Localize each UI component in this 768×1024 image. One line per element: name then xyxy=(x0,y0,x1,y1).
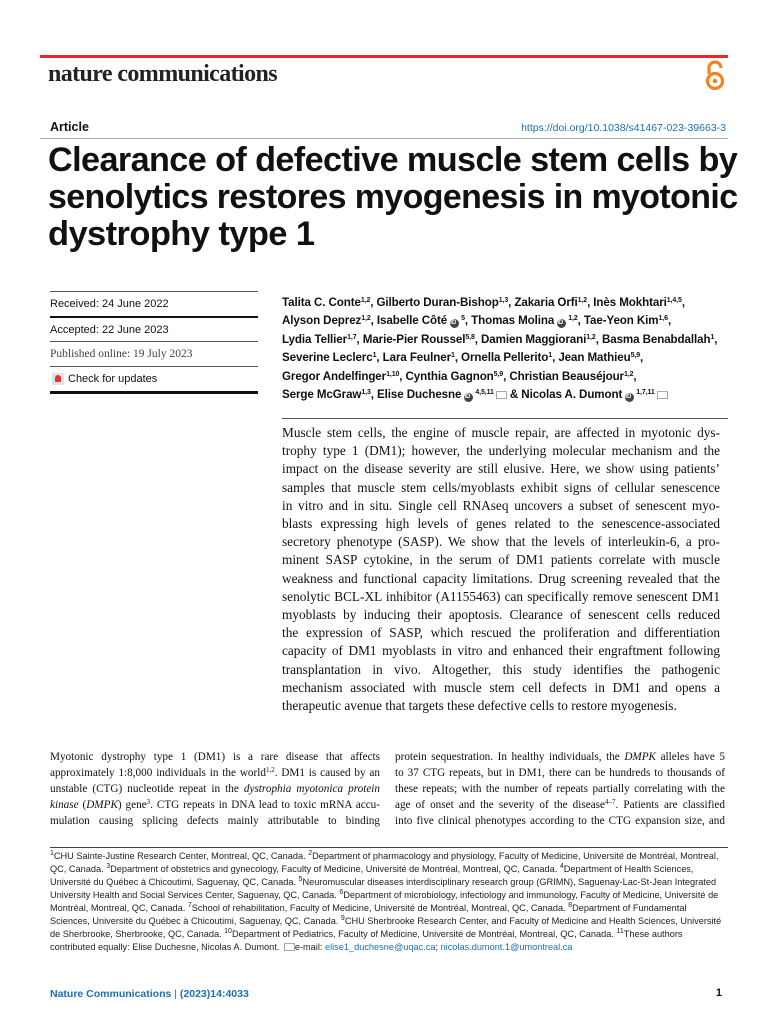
text-segment: alleles have 5 xyxy=(656,751,726,763)
abstract-line: minent SASP cytokine, in the serum of DM1 patients correlate with muscle xyxy=(282,552,720,568)
text-segment: , Cynthia Gagnon xyxy=(399,369,494,383)
text-line xyxy=(395,781,725,797)
text-segment: . Patients are classified xyxy=(615,799,725,811)
superscript: 9 xyxy=(340,915,345,922)
abstract-line: therapeutic avenue that targets these defective cells to restore myogenesis. xyxy=(282,698,677,714)
superscript: 7 xyxy=(187,902,192,909)
text-segment: , Basma Benabdallah xyxy=(595,332,711,346)
text-line xyxy=(395,749,725,765)
superscript: 1,2 xyxy=(566,315,578,323)
superscript: 1 xyxy=(372,352,377,360)
text-segment: CHU Sainte-Justine Research Center, Montreal, QC, Canada. xyxy=(53,851,309,861)
text-segment: , Damien Maggiorani xyxy=(474,332,587,346)
text-segment: Alyson Deprez xyxy=(282,314,362,328)
text-segment: , Ornella Pellerito xyxy=(454,351,549,365)
text-line xyxy=(282,312,728,330)
text-segment: , xyxy=(681,296,685,309)
orcid-icon[interactable]: iD xyxy=(464,393,473,402)
divider xyxy=(50,391,258,394)
superscript: 5,8 xyxy=(465,333,475,341)
text-line xyxy=(395,797,725,813)
text-line xyxy=(395,765,725,781)
text-segment: , Thomas Molina xyxy=(464,314,558,328)
text-line xyxy=(395,813,725,829)
text-segment: Talita C. Conte xyxy=(282,296,361,309)
text-segment: into five clinical phenotypes according to the CTG expansion size, and xyxy=(395,815,725,827)
text-segment: , xyxy=(714,332,718,346)
text-segment: ; xyxy=(435,942,441,952)
superscript: 1 xyxy=(710,333,715,341)
text-segment: age of onset and the severity of the disease xyxy=(395,799,605,811)
superscript: 1,2 xyxy=(265,766,275,774)
author-list xyxy=(282,294,728,404)
superscript: 5 xyxy=(298,876,303,883)
text-segment: Department of pharmacology and physiology, Faculty of Medicine, Université de Montréal, Montreal, QC, Canada. xyxy=(50,851,719,874)
text-segment: these repeats; with the number of repeats partially correlating with the xyxy=(395,783,725,795)
orcid-icon[interactable]: iD xyxy=(625,393,634,402)
text-segment: ( xyxy=(78,799,87,811)
superscript: 1,6 xyxy=(658,315,668,323)
text-segment: , Christian Beauséjour xyxy=(503,369,624,383)
italic-text: dystrophia myotonica protein xyxy=(243,783,380,795)
text-segment: ) gene xyxy=(117,799,147,811)
footer-journal: Nature Communications xyxy=(50,988,172,1000)
text-segment: , xyxy=(640,351,644,365)
abstract-line: Muscle stem cells, the engine of muscle repair, are affected in myotonic dys- xyxy=(282,425,720,440)
received-date: Received: 24 June 2022 xyxy=(50,291,258,316)
affiliations-footnote xyxy=(50,850,722,954)
text-segment: Lydia Tellier xyxy=(282,332,348,346)
text-segment: , Inès Mokhtari xyxy=(587,296,667,309)
email-icon[interactable] xyxy=(496,391,507,399)
superscript: 3 xyxy=(106,863,111,870)
text-segment: & Nicolas A. Dumont xyxy=(506,388,626,402)
superscript: 1 xyxy=(50,850,54,857)
abstract xyxy=(282,424,720,715)
text-segment: Department of microbiology, infectiology and immunology, Faculty of Medicine, Université de Montréal, Montreal, QC, Canada. xyxy=(50,890,719,913)
superscript: 5,9 xyxy=(630,352,641,360)
text-segment: School of rehabilitation, Faculty of Medicine, Université de Montréal, Montreal, QC, Canada. xyxy=(191,903,569,913)
superscript: 4–7 xyxy=(604,798,616,806)
text-segment: , xyxy=(667,314,672,328)
italic-text: kinase xyxy=(50,799,79,811)
text-line xyxy=(50,797,380,813)
divider xyxy=(50,847,728,848)
check-updates-icon xyxy=(52,373,64,385)
text-segment: Severine Leclerc xyxy=(282,351,373,365)
text-line xyxy=(282,349,728,367)
text-segment: mulation causing splicing defects mainly attributable to binding xyxy=(50,815,380,827)
text-segment: Gregor Andelfinger xyxy=(282,369,387,383)
text-segment: Serge McGraw xyxy=(282,388,362,402)
body-column-right xyxy=(395,749,725,829)
text-line xyxy=(50,749,380,765)
text-segment: , Isabelle Côté xyxy=(370,314,451,328)
text-segment: e-mail: xyxy=(294,942,325,952)
text-segment: These authors contributed equally: Elise Duchesne, Nicolas A. Dumont. xyxy=(50,929,683,952)
journal-name: nature communications xyxy=(48,61,277,87)
italic-text: DMPK xyxy=(624,751,657,763)
check-updates-label: Check for updates xyxy=(68,373,158,385)
text-segment: approximately 1:8,000 individuals in the world xyxy=(50,767,266,779)
text-segment: . CTG repeats in DNA lead to toxic mRNA accu- xyxy=(150,799,380,811)
divider xyxy=(40,138,728,139)
text-segment: Neuromuscular diseases interdisciplinary research group (GRIMN), Saguenay-Lac-St-Jean Integrated University Health and Social Services Center, Saguenay, QC, Canada. xyxy=(50,877,717,900)
article-title xyxy=(48,142,738,253)
superscript: 10 xyxy=(224,928,232,935)
superscript: 1,4,5 xyxy=(666,297,682,304)
header-accent-rule xyxy=(40,55,728,58)
abstract-line: trophy type 1 (DM1); however, the underlying molecular mechanism and the xyxy=(282,443,720,459)
text-segment: , Jean Mathieu xyxy=(552,351,631,365)
text-segment: Department of Health Sciences, Université du Québec à Chicoutimi, Saguenay, QC, Canada. xyxy=(50,864,694,887)
text-line xyxy=(50,781,380,797)
abstract-line: myoblasts by inducing their apoptosis. Clearance of senescent cells reduced xyxy=(282,607,720,623)
email-link[interactable]: elise1_duchesne@uqac.ca xyxy=(324,942,436,952)
superscript: 4,5,11 xyxy=(473,389,494,397)
email-link[interactable]: nicolas.dumont.1@umontreal.ca xyxy=(440,942,573,952)
title-line: senolytics restores myogenesis in myotonic xyxy=(48,178,738,216)
text-segment: Department of obstetrics and gynecology, Faculty of Medicine, Université de Montréal, Montreal, QC, Canada. xyxy=(110,864,560,874)
abstract-line: secretory phenotype (SASP). We show that the levels of interleukin-6, a pro- xyxy=(282,534,720,550)
superscript: 1,7 xyxy=(347,333,357,341)
text-segment: , xyxy=(633,369,637,383)
superscript: 1,2 xyxy=(586,333,596,341)
abstract-line: the expression of SASP, which rescued the proliferation and differentiation xyxy=(282,625,720,641)
abstract-line: senolytic BCL-XL inhibitor (A1155463) can specifically remove senescent DM1 xyxy=(282,588,720,604)
superscript: 5 xyxy=(459,315,465,323)
superscript: 5,9 xyxy=(493,370,504,378)
text-segment: . DM1 is caused by an xyxy=(274,767,380,779)
text-line xyxy=(282,331,728,349)
text-segment: Myotonic dystrophy type 1 (DM1) is a rare disease that affects xyxy=(50,751,380,763)
text-segment: , Zakaria Orfi xyxy=(508,296,578,309)
text-segment: , Elise Duchesne xyxy=(370,388,465,402)
abstract-line: weakness and functional capacity limitations. Drug screening revealed that the xyxy=(282,570,720,586)
footer-citation: Nature Communications | (2023)14:4033 xyxy=(50,988,249,1000)
superscript: 1,2 xyxy=(361,315,371,323)
text-segment: , Marie-Pier Roussel xyxy=(356,332,466,346)
abstract-line: in vitro and in situ. Single cell RNAseq uncovers a subset of senescent myo- xyxy=(282,497,720,513)
superscript: 8 xyxy=(568,902,573,909)
footer-volume: (2023)14:4033 xyxy=(179,988,249,1000)
superscript: 4 xyxy=(559,863,564,870)
abstract-line: blasts expressing high levels of genes related to the senescence-associated xyxy=(282,516,720,532)
email-icon[interactable] xyxy=(657,391,668,399)
superscript: 6 xyxy=(339,889,344,896)
divider xyxy=(282,418,728,419)
abstract-line: transplantation in vivo. Altogether, this study identifies the pathogenic xyxy=(282,661,720,677)
superscript: 1,7,11 xyxy=(634,389,655,397)
text-line xyxy=(50,813,380,829)
title-line: dystrophy type 1 xyxy=(48,215,315,253)
text-segment: to 37 CTG repeats, but in DM1, there can be hundreds to thousands of xyxy=(395,767,725,779)
doi-link[interactable]: https://doi.org/10.1038/s41467-023-39663-3 xyxy=(521,122,726,134)
orcid-icon[interactable]: iD xyxy=(450,319,459,328)
superscript: 1,2 xyxy=(623,370,634,378)
text-segment: protein sequestration. In healthy individuals, the xyxy=(395,751,625,763)
superscript: 11 xyxy=(616,928,624,935)
text-line xyxy=(282,368,728,386)
superscript: 1,10 xyxy=(386,370,400,378)
superscript: 1,2 xyxy=(360,297,371,304)
article-type: Article xyxy=(50,120,89,134)
text-line xyxy=(50,765,380,781)
superscript: 1 xyxy=(451,352,455,360)
text-segment: unstable (CTG) nucleotide repeat in the xyxy=(50,783,244,795)
text-segment: , Tae-Yeon Kim xyxy=(577,314,659,328)
orcid-icon[interactable]: iD xyxy=(557,319,566,328)
abstract-line: impact on the disease severity are still elusive. Here, we show using patients’ xyxy=(282,461,720,477)
text-segment: Department of Fundamental Sciences, Université du Québec à Chicoutimi, Saguenay, QC, Canada. xyxy=(50,903,687,926)
text-segment: Department of Pediatrics, Faculty of Medicine, Université de Montréal, Montreal, QC, Canada. xyxy=(231,929,617,939)
abstract-line: mechanism associated with muscle stem cell defects in DM1 and opens a xyxy=(282,679,720,695)
text-segment: CHU Sherbrooke Research Center, and Faculty of Medicine and Health Sciences, Université de Sherbrooke, Sherbrooke, QC, Canada. xyxy=(50,916,722,939)
body-column-left xyxy=(50,749,380,829)
text-line xyxy=(282,386,728,404)
text-segment: , Gilberto Duran-Bishop xyxy=(370,296,499,309)
superscript: 2 xyxy=(308,850,313,857)
text-line xyxy=(282,294,728,312)
email-icon[interactable] xyxy=(284,943,295,951)
open-access-lock-icon xyxy=(703,60,727,92)
check-for-updates-button[interactable] xyxy=(50,366,258,391)
abstract-line: samples that muscle stem cells/myoblasts exhibit signs of cellular senescence xyxy=(282,479,720,495)
abstract-line: capacity of DM1 myoblasts in vitro and enhanced their engraftment following xyxy=(282,643,720,659)
superscript: 3 xyxy=(146,798,151,806)
article-dates xyxy=(50,291,258,394)
published-date: Published online: 19 July 2023 xyxy=(50,341,258,366)
accepted-date: Accepted: 22 June 2023 xyxy=(50,316,258,341)
italic-text: DMPK xyxy=(86,799,118,811)
superscript: 1,2 xyxy=(577,297,588,304)
title-line: Clearance of defective muscle stem cells by xyxy=(48,141,738,179)
superscript: 1,3 xyxy=(498,297,509,304)
text-segment: , Lara Feulner xyxy=(376,351,452,365)
page-number: 1 xyxy=(715,987,722,999)
superscript: 1 xyxy=(548,352,553,360)
superscript: 1,3 xyxy=(361,389,371,397)
